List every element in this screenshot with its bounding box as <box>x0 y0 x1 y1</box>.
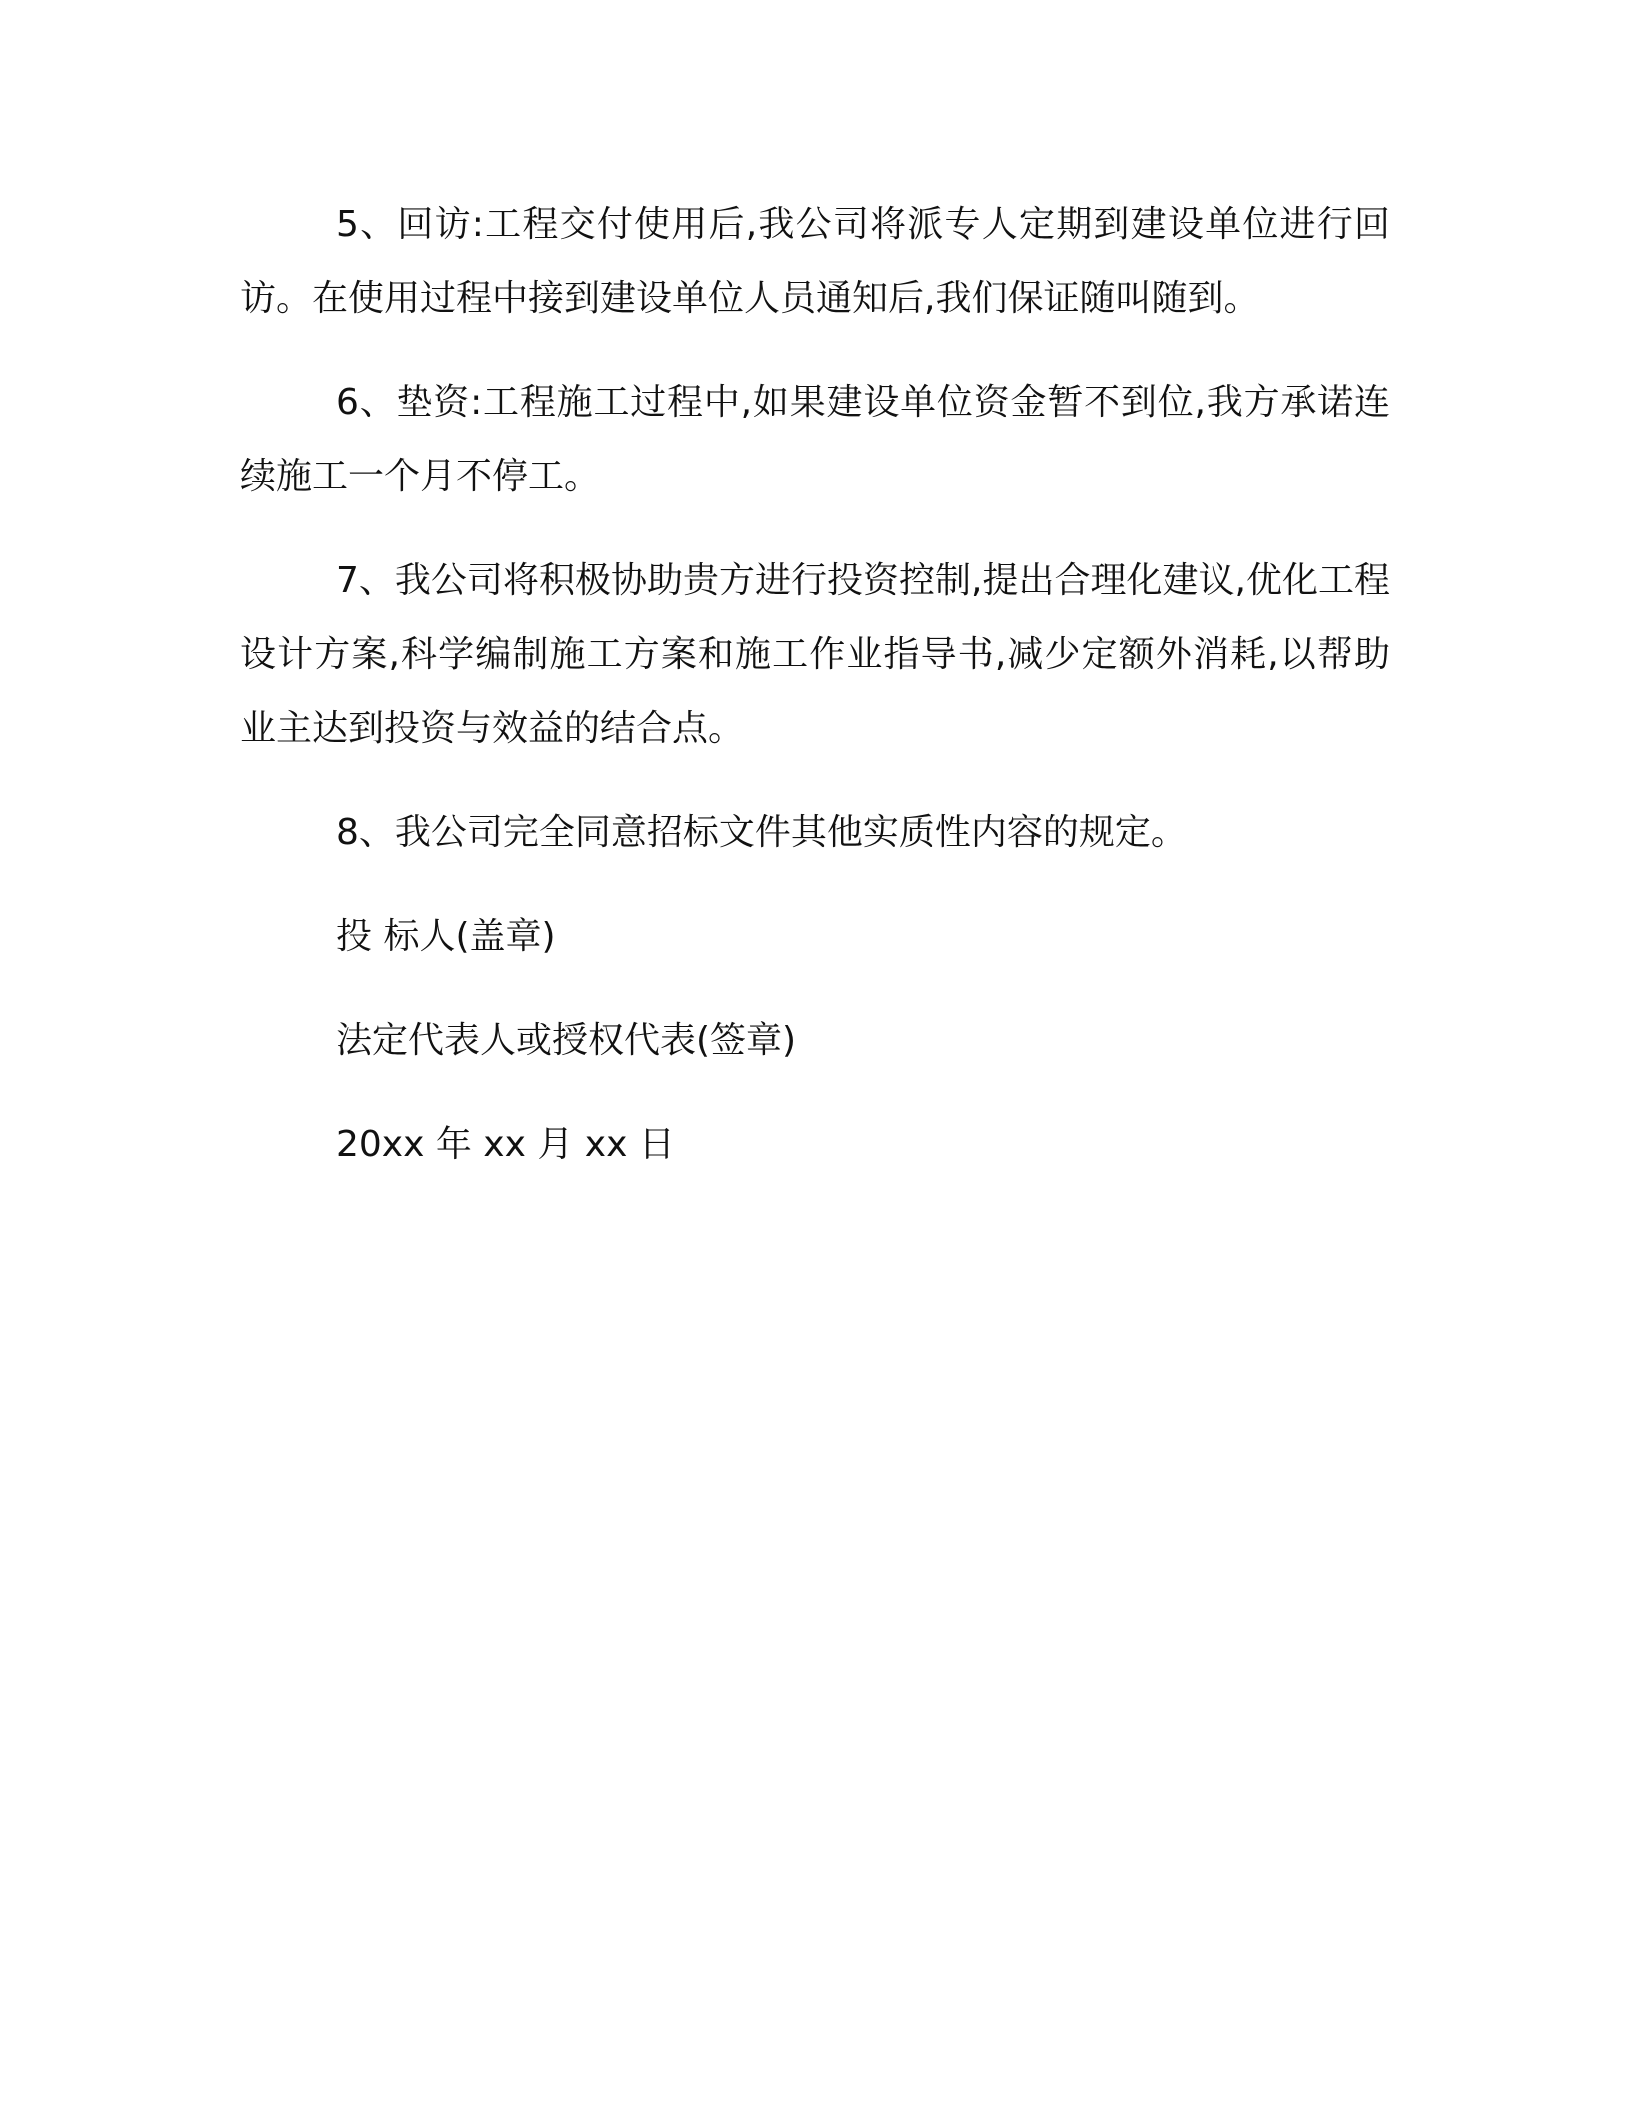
document-page <box>240 188 1390 1212</box>
paragraph-7-investment-control: 7、我公司将积极协助贵方进行投资控制,提出合理化建议,优化工程设计方案,科学编制施工方案和施工作业指导书,减少定额外消耗,以帮助业主达到投资与效益的结合点。 <box>240 560 1390 749</box>
representative-signature-line: 法定代表人或授权代表(签章) <box>336 1020 797 1061</box>
bidder-seal-line: 投 标人(盖章) <box>336 916 556 957</box>
date-line: 20xx 年 xx 月 xx 日 <box>336 1124 675 1165</box>
paragraph-8-agreement: 8、我公司完全同意招标文件其他实质性内容的规定。 <box>336 812 1187 853</box>
paragraph-5-return-visit: 5、回访:工程交付使用后,我公司将派专人定期到建设单位进行回访。在使用过程中接到建设单位人员通知后,我们保证随叫随到。 <box>240 204 1390 319</box>
paragraph-6-advance-funding: 6、垫资:工程施工过程中,如果建设单位资金暂不到位,我方承诺连续施工一个月不停工。 <box>240 382 1390 497</box>
